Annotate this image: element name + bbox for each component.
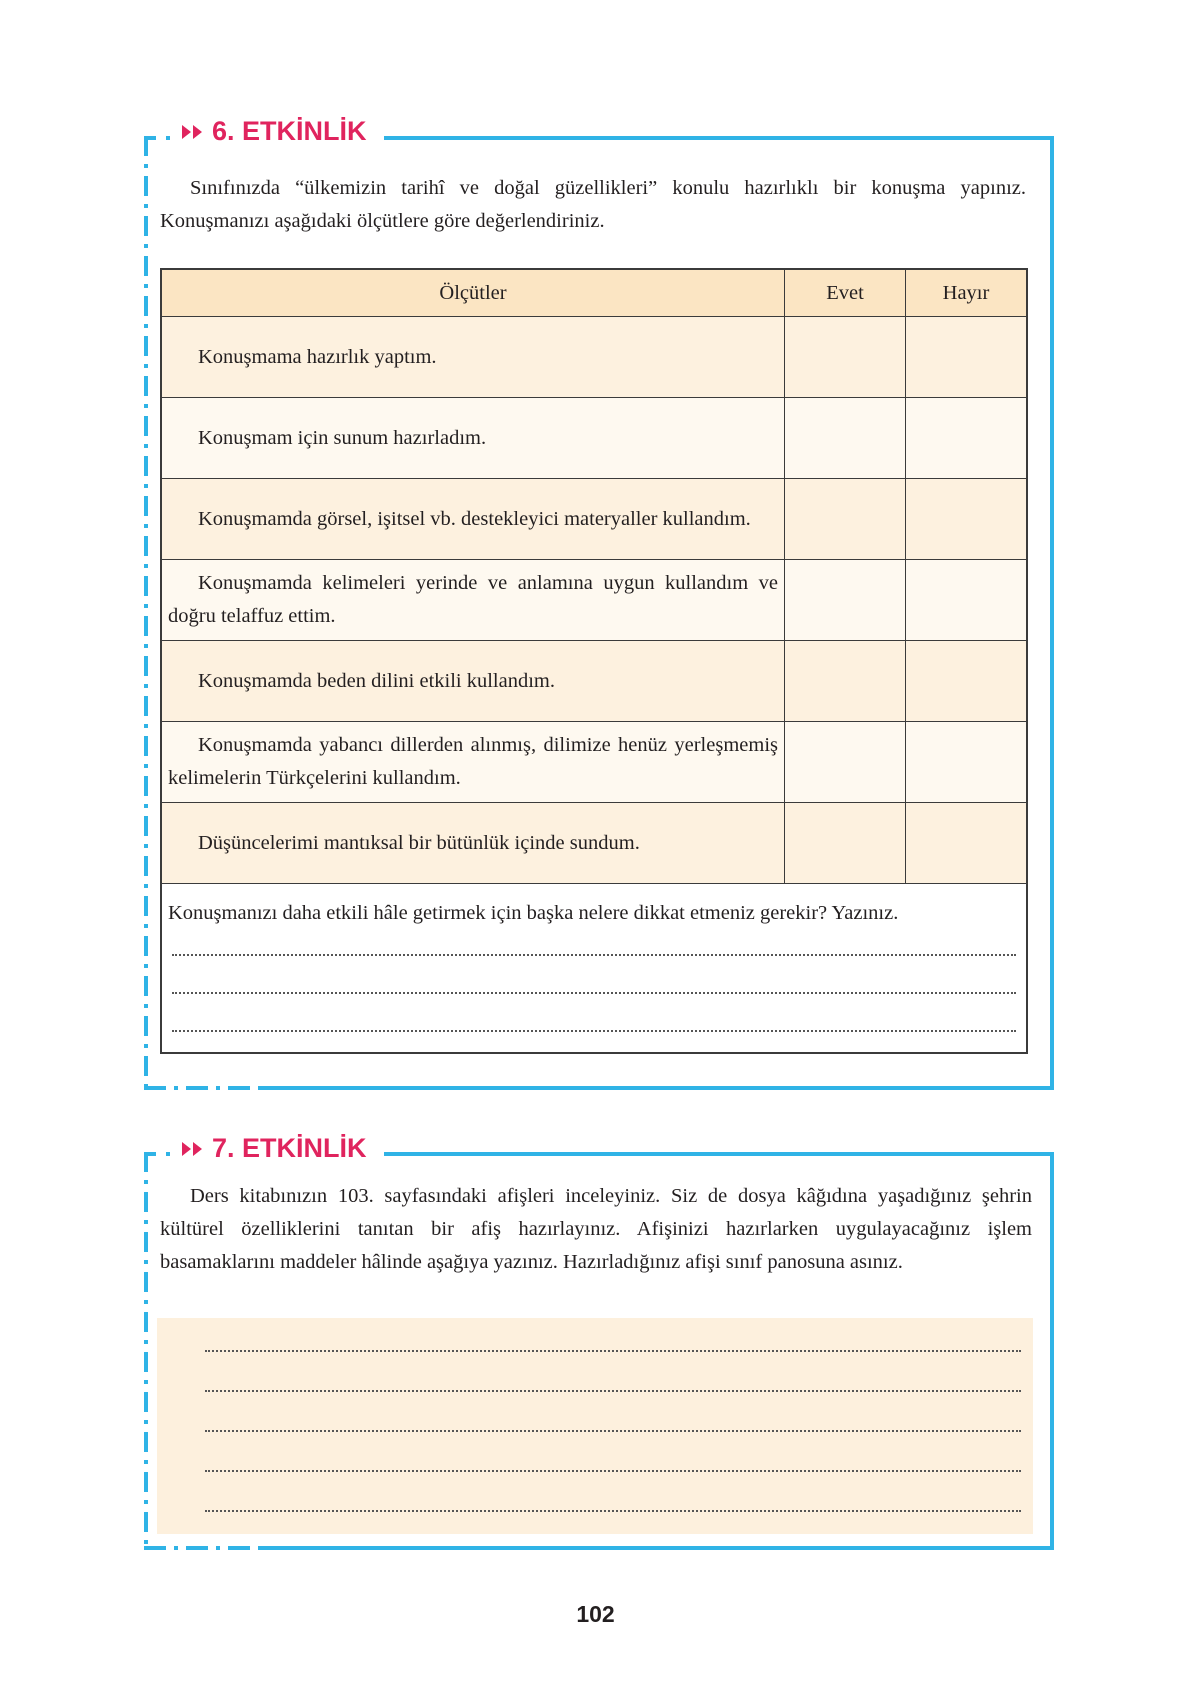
answer-area bbox=[157, 1318, 1033, 1534]
activity-7-intro bbox=[160, 1180, 1032, 1279]
criterion-label: Konuşmam için sunum hazırladım. bbox=[198, 426, 487, 449]
no-cell[interactable] bbox=[906, 317, 1028, 398]
criterion-label: Konuşmamda yabancı dillerden alınmış, dilimize henüz yerleşmemiş kelimelerin Türkçelerini kullandım. bbox=[168, 734, 778, 789]
page-number: 102 bbox=[576, 1601, 615, 1627]
criteria-table-header bbox=[161, 269, 1027, 317]
answer-line[interactable] bbox=[205, 1470, 1021, 1472]
frame-bottom-dash bbox=[144, 1086, 259, 1090]
no-cell[interactable] bbox=[906, 803, 1028, 884]
criterion-label: Konuşmamda beden dilini etkili kullandım. bbox=[198, 669, 555, 692]
header-no: Hayır bbox=[906, 269, 1028, 317]
yes-cell[interactable] bbox=[785, 398, 906, 479]
frame-right-line bbox=[1050, 136, 1054, 1090]
table-row bbox=[161, 398, 1027, 479]
criterion-text bbox=[161, 722, 785, 803]
header-yes: Evet bbox=[785, 269, 906, 317]
activity-6-title: 6. ETKİNLİK bbox=[212, 116, 367, 146]
footer-cell bbox=[161, 884, 1027, 1054]
answer-line[interactable] bbox=[205, 1390, 1021, 1392]
answer-line[interactable] bbox=[205, 1510, 1021, 1512]
frame-bottom-dash bbox=[144, 1546, 259, 1550]
frame-left-dash bbox=[144, 136, 148, 1090]
criteria-table bbox=[160, 268, 1028, 1054]
table-row bbox=[161, 479, 1027, 560]
double-arrow-right-icon bbox=[180, 123, 204, 141]
footer-question: Konuşmanızı daha etkili hâle getirmek için başka nelere dikkat etmeniz gerekir? Yazınız. bbox=[168, 902, 899, 924]
activity-7-intro-text: Ders kitabınızın 103. sayfasındaki afişleri inceleyiniz. Siz de dosya kâğıdına yaşadığınız şehrin kültürel özelliklerini tanıtan bir afiş hazırlayınız. Afişinizi hazırlarken uygulayacağınız işlem basamaklarını maddeler hâlinde aşağıya yazınız. Hazırladığınız afişi sınıf panosuna asınız. bbox=[160, 1185, 1032, 1273]
no-cell[interactable] bbox=[906, 398, 1028, 479]
criterion-text bbox=[161, 641, 785, 722]
criterion-label: Konuşmamda görsel, işitsel vb. destekleyici materyaller kullandım. bbox=[198, 507, 751, 530]
no-cell[interactable] bbox=[906, 479, 1028, 560]
table-row bbox=[161, 641, 1027, 722]
activity-6-intro bbox=[160, 172, 1026, 238]
yes-cell[interactable] bbox=[785, 722, 906, 803]
frame-bottom-line bbox=[259, 1086, 1054, 1090]
yes-cell[interactable] bbox=[785, 803, 906, 884]
header-criteria: Ölçütler bbox=[161, 269, 785, 317]
answer-line[interactable] bbox=[205, 1350, 1021, 1352]
yes-cell[interactable] bbox=[785, 479, 906, 560]
activity-6-intro-text: Sınıfınızda “ülkemizin tarihî ve doğal güzellikleri” konulu hazırlıklı bir konuşma yapınız. Konuşmanızı aşağıdaki ölçütlere göre değerlendiriniz. bbox=[160, 177, 1026, 232]
criterion-label: Konuşmama hazırlık yaptım. bbox=[198, 345, 437, 368]
table-footer-row bbox=[161, 884, 1027, 1054]
yes-cell[interactable] bbox=[785, 641, 906, 722]
activity-6-heading bbox=[176, 116, 371, 147]
table-row bbox=[161, 722, 1027, 803]
answer-line[interactable] bbox=[205, 1430, 1021, 1432]
answer-line[interactable] bbox=[168, 966, 1020, 1004]
criterion-text bbox=[161, 317, 785, 398]
criterion-text bbox=[161, 398, 785, 479]
criterion-text bbox=[161, 560, 785, 641]
frame-top-line bbox=[384, 1152, 1054, 1156]
answer-line[interactable] bbox=[168, 1004, 1020, 1042]
activity-7-heading bbox=[176, 1133, 371, 1164]
activity-7-title: 7. ETKİNLİK bbox=[212, 1133, 367, 1163]
no-cell[interactable] bbox=[906, 560, 1028, 641]
frame-top-line bbox=[384, 136, 1054, 140]
criterion-label: Konuşmamda kelimeleri yerinde ve anlamına uygun kullandım ve doğru telaffuz ettim. bbox=[168, 572, 778, 627]
no-cell[interactable] bbox=[906, 641, 1028, 722]
double-arrow-right-icon bbox=[180, 1140, 204, 1158]
frame-bottom-line bbox=[259, 1546, 1054, 1550]
criterion-text bbox=[161, 803, 785, 884]
yes-cell[interactable] bbox=[785, 317, 906, 398]
criterion-text bbox=[161, 479, 785, 560]
table-row bbox=[161, 803, 1027, 884]
table-row bbox=[161, 317, 1027, 398]
frame-right-line bbox=[1050, 1152, 1054, 1550]
answer-line[interactable] bbox=[168, 928, 1020, 966]
table-row bbox=[161, 560, 1027, 641]
yes-cell[interactable] bbox=[785, 560, 906, 641]
no-cell[interactable] bbox=[906, 722, 1028, 803]
criterion-label: Düşüncelerimi mantıksal bir bütünlük içinde sundum. bbox=[198, 831, 640, 854]
frame-left-dash bbox=[144, 1152, 148, 1550]
